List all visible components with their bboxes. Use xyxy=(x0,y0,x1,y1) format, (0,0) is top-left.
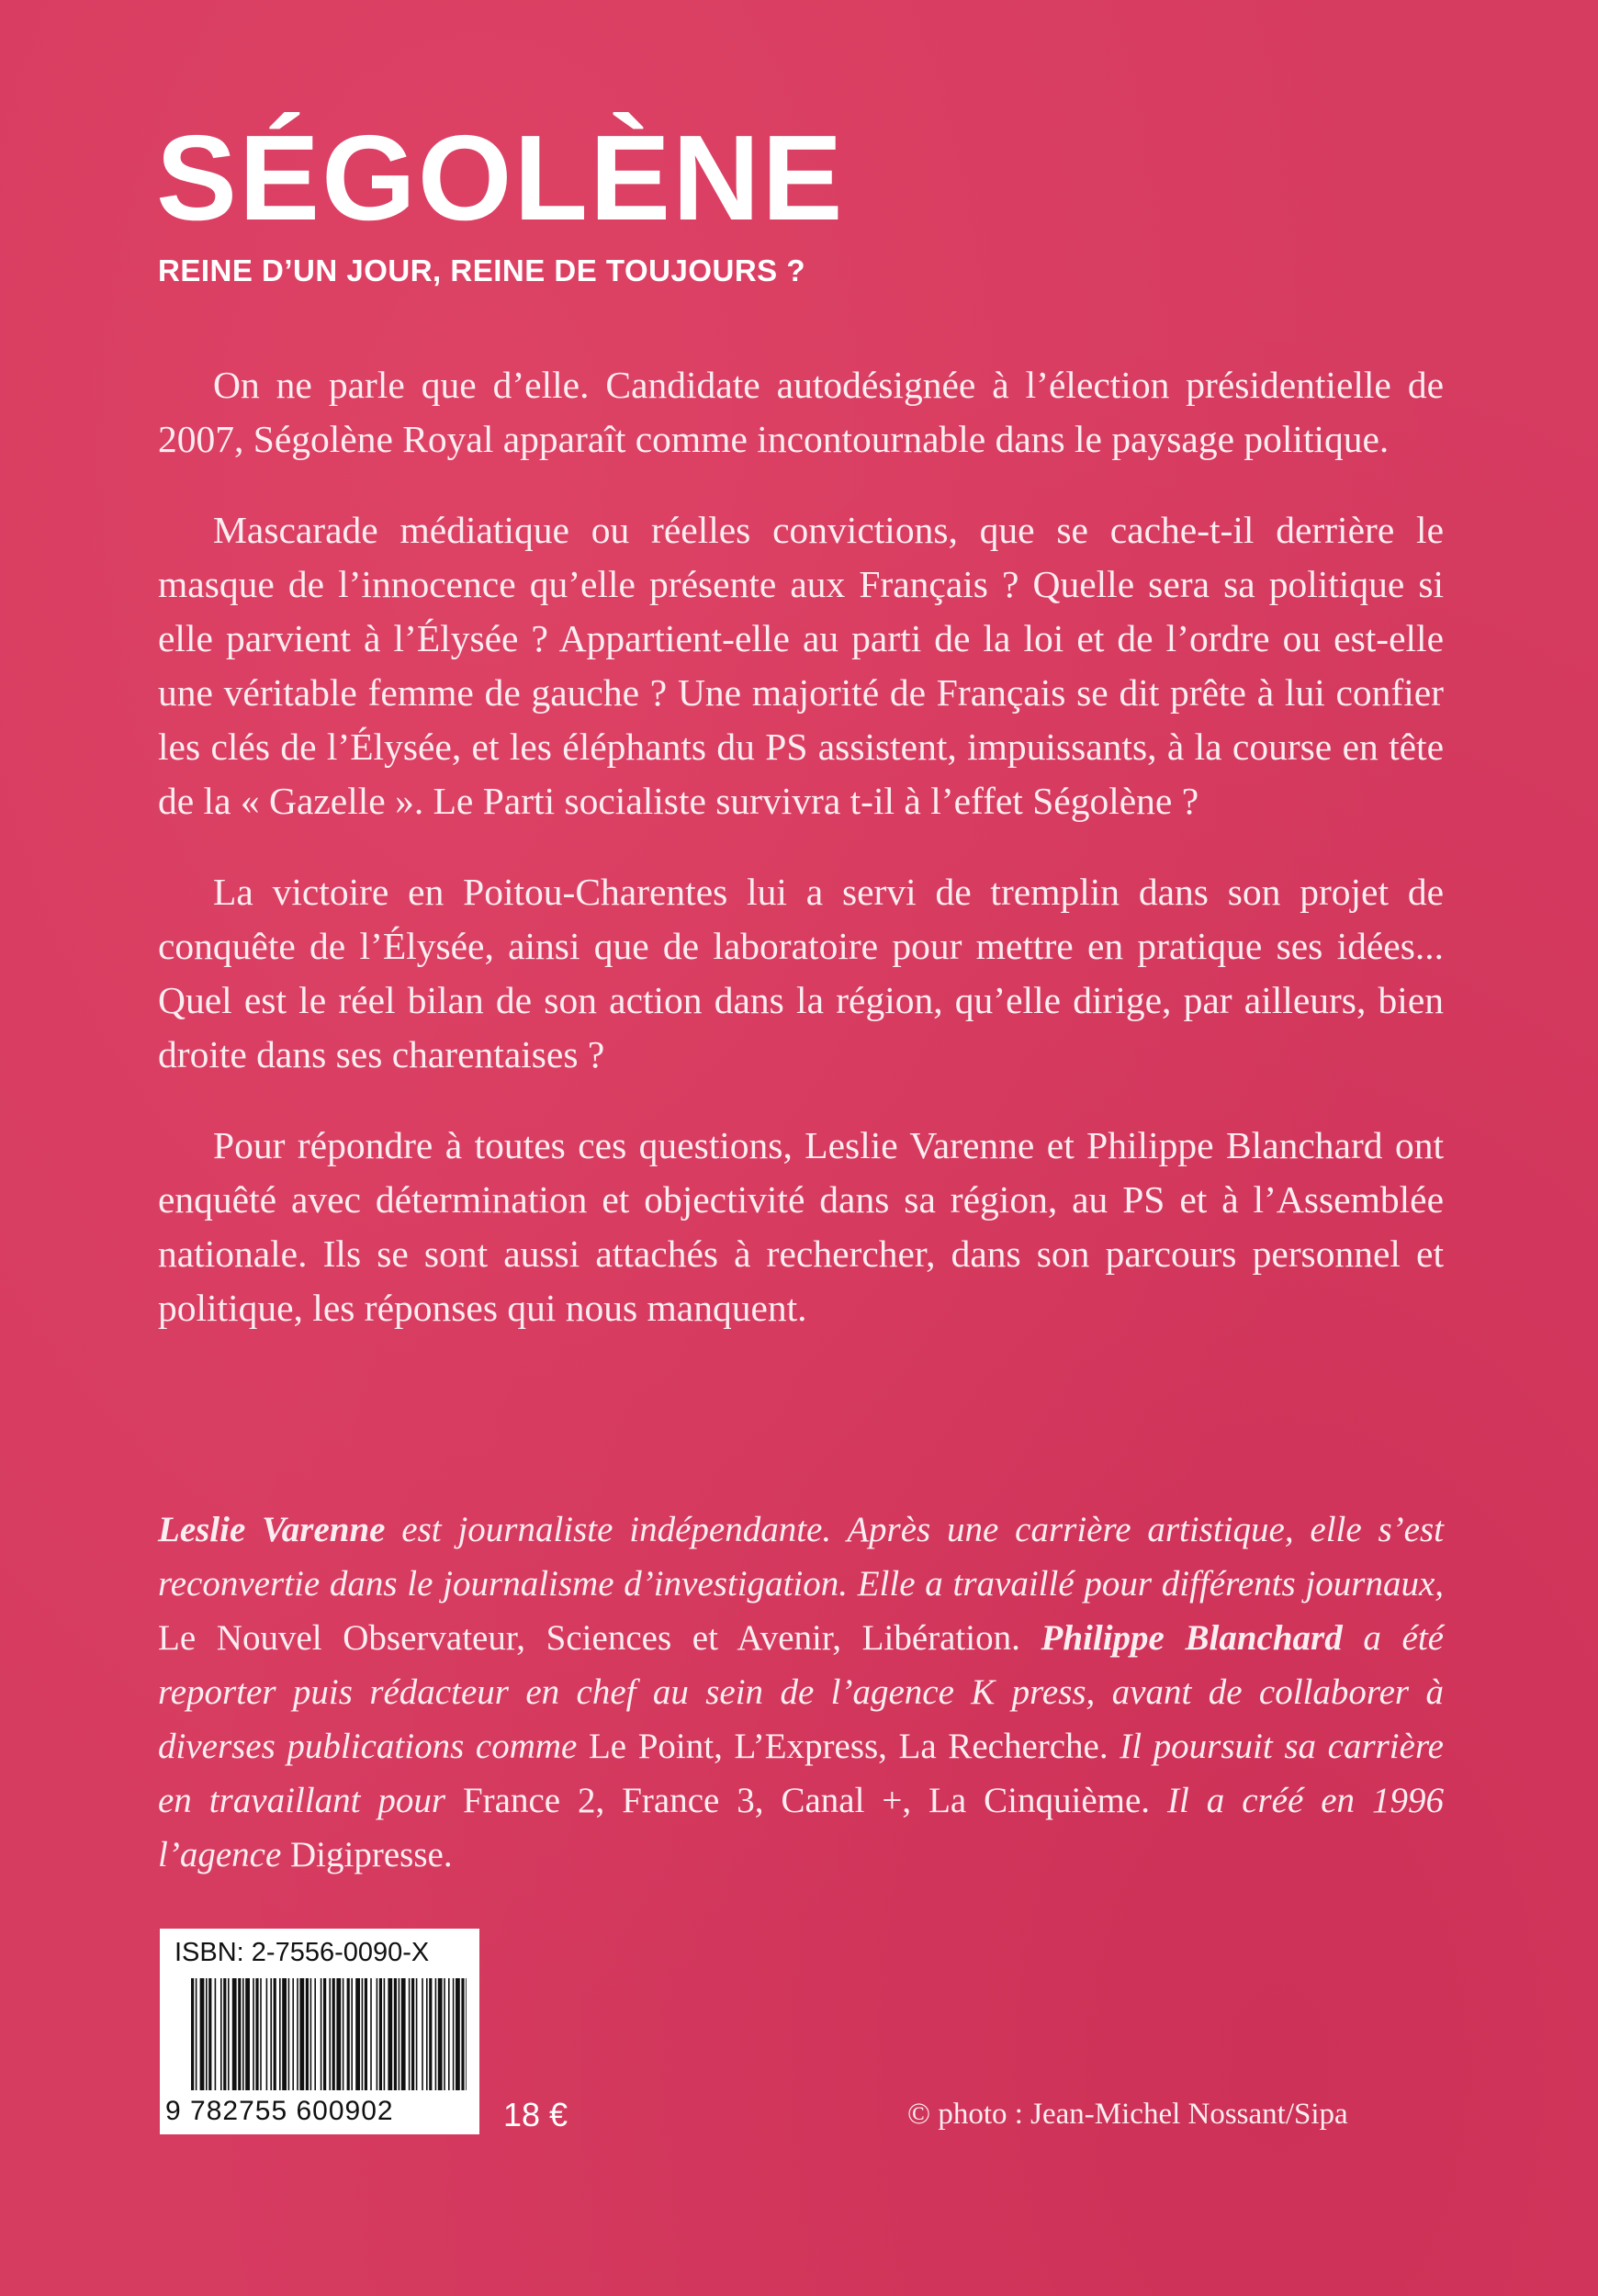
isbn-text: ISBN: 2-7556-0090-X xyxy=(174,1938,430,1967)
blurb-paragraph-3: La victoire en Poitou-Charentes lui a servi de tremplin dans son projet de conquête de l’Élysée, ainsi que de laboratoire pour mettre en pratique ses idées... Quel est le réel bilan de son action dans la région, qu’elle dirige, par ailleurs, bien droite dans ses charentaises ? xyxy=(158,871,1444,1075)
bio-text-4: Il a créé en 1996 l’agence xyxy=(158,1781,1445,1874)
author-name-1: Leslie Varenne xyxy=(158,1510,386,1549)
blurb-paragraph-1: On ne parle que d’elle. Candidate autodésignée à l’élection présidentielle de 2007, Ségolène Royal apparaît comme incontournable dans le paysage politique. xyxy=(158,364,1444,460)
price: 18 € xyxy=(503,2096,568,2133)
book-subtitle: REINE D’UN JOUR, REINE DE TOUJOURS ? xyxy=(158,253,805,287)
author-name-2: Philippe Blanchard xyxy=(1041,1618,1343,1658)
bio-text-1: est journaliste indépendante. Après une carrière artistique, elle s’est reconvertie dans le journalisme d’investigation. Elle a travaillé pour différents journaux, xyxy=(158,1510,1444,1604)
blurb-paragraph-4: Pour répondre à toutes ces questions, Leslie Varenne et Philippe Blanchard ont enquêté avec détermination et objectivité dans sa région, au PS et à l’Assemblée nationale. Ils se sont aussi attachés à rechercher, dans son parcours personnel et politique, les réponses qui nous manquent. xyxy=(158,1124,1444,1329)
photo-credit: © photo : Jean-Michel Nossant/Sipa xyxy=(907,2098,1348,2131)
bio-publications-4: Digipresse. xyxy=(290,1835,453,1874)
blurb xyxy=(158,358,1444,1372)
bio-publications-2: Le Point, L’Express, La Recherche. xyxy=(588,1727,1108,1766)
bio-text-2: a été reporter puis rédacteur en chef au sein de l’agence K press, avant de collaborer à diverses publications comme xyxy=(158,1618,1444,1766)
ean-number: 9 782755 600902 xyxy=(165,2096,394,2126)
barcode-icon xyxy=(191,1978,467,2090)
barcode-label xyxy=(160,1929,479,2134)
bio-publications-3: France 2, France 3, Canal +, La Cinquième. xyxy=(462,1781,1151,1820)
author-bio xyxy=(158,1503,1444,1882)
blurb-paragraph-2: Mascarade médiatique ou réelles convictions, que se cache-t-il derrière le masque de l’innocence qu’elle présente aux Français ? Quelle sera sa politique si elle parvient à l’Élysée ? Appartient-elle au parti de la loi et de l’ordre ou est-elle une véritable femme de gauche ? Une majorité de Français se dit prête à lui confier les clés de l’Élysée, et les éléphants du PS assistent, impuissants, à la course en tête de la « Gazelle ». Le Parti socialiste survivra t-il à l’effet Ségolène ? xyxy=(158,509,1444,822)
book-title: SÉGOLÈNE xyxy=(156,110,845,245)
bio-text-3: Il poursuit sa carrière en travaillant pour xyxy=(158,1727,1444,1820)
bio-publications-1: Le Nouvel Observateur, Sciences et Avenir, Libération. xyxy=(158,1618,1020,1658)
